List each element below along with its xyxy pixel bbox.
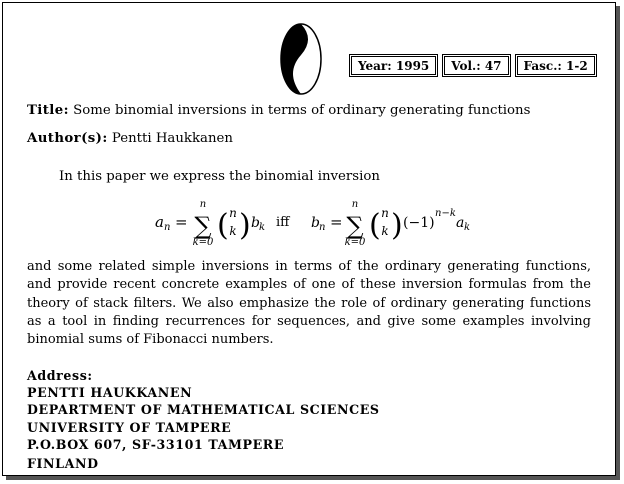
formula-rhs-b: b	[311, 215, 320, 231]
svg-text:∑: ∑	[346, 212, 364, 240]
formula-rhs-term-sub: k	[464, 222, 471, 233]
svg-text:∑: ∑	[194, 212, 212, 240]
svg-text:(: (	[217, 208, 229, 243]
volume-box: Vol.: 47	[444, 56, 508, 75]
address-label: Address:	[27, 368, 93, 383]
publication-info	[351, 56, 595, 75]
year-box: Year: 1995	[351, 56, 436, 75]
formula-sum2-upper: n	[351, 199, 359, 210]
formula-rhs-a: a	[456, 215, 465, 231]
svg-text:): )	[391, 208, 403, 243]
author-name: Pentti Haukkanen	[111, 131, 233, 146]
abstract-intro: In this paper we express the binomial inversion	[59, 169, 380, 184]
address-block	[27, 367, 380, 472]
svg-text:=: =	[175, 213, 188, 231]
paper-title: Some binomial inversions in terms of ordinary generating functions	[73, 103, 531, 118]
svg-text:): )	[239, 208, 251, 243]
title-line	[27, 103, 530, 119]
title-label: Title:	[27, 103, 69, 118]
svg-text:=: =	[330, 213, 343, 231]
address-line: FINLAND	[27, 456, 99, 472]
formula-rhs-sub: n	[319, 222, 326, 233]
formula-lhs-a: a	[155, 213, 164, 231]
fascicle-box: Fasc.: 1-2	[517, 56, 595, 75]
paper-page	[2, 2, 616, 476]
address-line: PENTTI HAUKKANEN	[27, 385, 193, 401]
formula-sum1-lower: k=0	[192, 237, 214, 248]
formula-iff: iff	[276, 215, 290, 230]
formula-sum2-lower: k=0	[344, 237, 366, 248]
binomial-inversion-formula	[153, 195, 473, 251]
address-line: P.O.BOX 607, SF-33101 TAMPERE	[27, 436, 285, 452]
formula-lhs-term-sub: k	[259, 222, 266, 233]
formula-binom2-top: n	[381, 206, 389, 220]
journal-logo	[279, 21, 325, 97]
formula-sign-exponent: n−k	[435, 208, 456, 219]
address-line: DEPARTMENT OF MATHEMATICAL SCIENCES	[27, 402, 380, 418]
address-line: UNIVERSITY OF TAMPERE	[27, 419, 232, 435]
formula-binom1-top: n	[229, 206, 237, 220]
formula-binom1-bottom: k	[229, 224, 237, 238]
author-label: Author(s):	[27, 131, 108, 146]
formula-binom2-bottom: k	[381, 224, 389, 238]
svg-text:(: (	[369, 208, 381, 243]
author-line	[27, 131, 233, 147]
formula-lhs-sub: n	[164, 222, 171, 233]
formula-lhs-b: b	[251, 215, 260, 231]
formula-sign-factor: (−1)	[403, 215, 435, 231]
abstract-body: and some related simple inversions in terms of the ordinary generating functions, and provide recent concrete examples of one of these inversion formulas from the theory of stack filters. We also emphasize the role of ordinary generating functions as a tool in finding recurrences for sequences, and give some examples involving binomial sums of Fibonacci numbers.	[27, 259, 591, 348]
formula-sum1-upper: n	[199, 199, 207, 210]
